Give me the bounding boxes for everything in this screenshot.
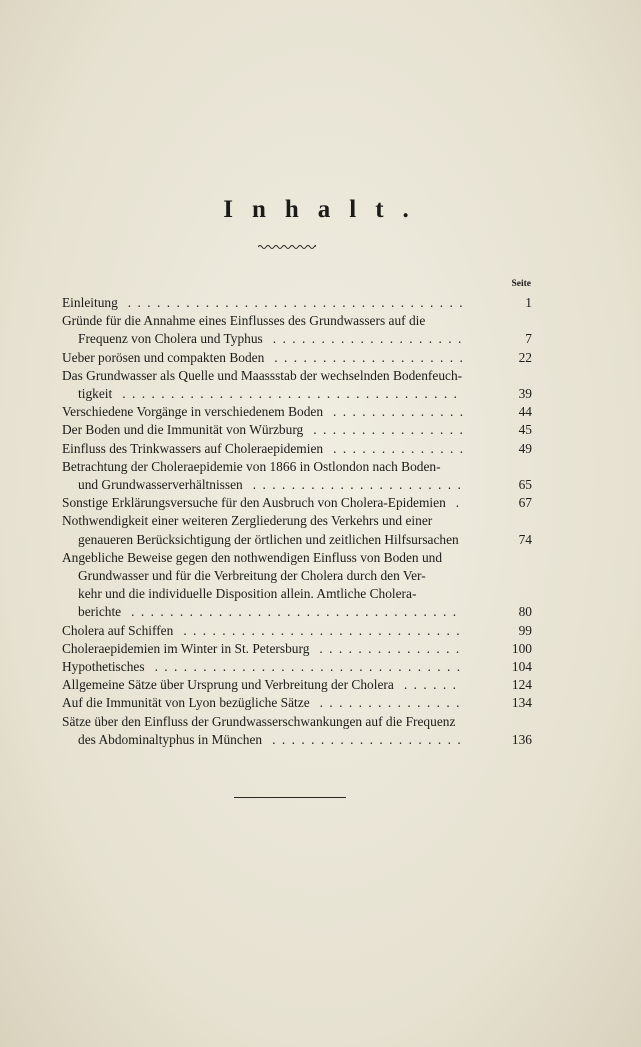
toc-entry-text <box>62 640 532 658</box>
toc-page-number: 136 <box>511 731 532 747</box>
toc-page-number: 45 <box>518 422 532 438</box>
dot-leader: . <box>455 495 466 511</box>
toc-entry-line: Allgemeine Sätze über Ursprung und Verbreitung der Cholera <box>62 677 394 693</box>
toc-page-number: 44 <box>518 404 532 420</box>
toc-entry-line: Hypothetisches <box>62 659 145 675</box>
toc-entry-text <box>62 622 532 640</box>
toc-page-number: 49 <box>518 440 532 456</box>
toc-page-number: 1 <box>525 295 532 310</box>
toc-entry <box>62 713 532 749</box>
dot-leader: .............. <box>333 404 470 420</box>
toc-entry-text <box>62 585 532 603</box>
toc-entry-line: Verschiedene Vorgänge in verschiedenem Boden <box>62 404 324 420</box>
page-title: Inhalt. <box>223 196 428 223</box>
toc-entry-line: Choleraepidemien im Winter in St. Petersburg <box>62 640 310 656</box>
toc-entry <box>62 622 532 640</box>
toc-entry-line: und Grundwasserverhältnissen <box>78 477 243 493</box>
toc-page-number: 80 <box>518 604 532 620</box>
toc-entry <box>62 440 532 458</box>
dot-leader: ............... <box>319 695 466 711</box>
toc-entry-text <box>62 713 532 731</box>
toc-entry-line: Einleitung <box>62 295 118 310</box>
decorative-wavy-rule <box>258 244 316 250</box>
toc-entry-line: Nothwendigkeit einer weiteren Zergliederung des Verkehrs und einer <box>62 513 433 529</box>
dot-leader: .................... <box>272 731 468 747</box>
toc-entry-line: des Abdominaltyphus in München <box>78 731 263 747</box>
toc-entry <box>62 294 532 312</box>
toc-entry <box>62 421 532 439</box>
toc-entry-text <box>62 476 532 494</box>
toc-page-number: 39 <box>518 386 532 402</box>
toc-entry-text <box>62 421 532 439</box>
toc-entry-text <box>62 603 532 621</box>
toc-entry-line: Sonstige Erklärungsversuche für den Ausbruch von Cholera-Epidemien <box>62 495 446 511</box>
toc-page-number: 7 <box>525 331 532 347</box>
table-of-contents <box>62 294 532 749</box>
toc-entry-line: Ueber porösen und compakten Boden <box>62 349 265 365</box>
toc-entry <box>62 512 532 548</box>
toc-entry <box>62 658 532 676</box>
toc-entry-line: Grundwasser und für die Verbreitung der Cholera durch den Ver- <box>78 568 426 584</box>
dot-leader: ................................... <box>127 295 469 310</box>
page-column-header: Seite <box>511 279 531 289</box>
toc-entry-line: Betrachtung der Choleraepidemie von 1866 in Ostlondon nach Boden- <box>62 458 441 474</box>
toc-entry-text <box>62 567 532 585</box>
toc-entry-line: berichte <box>78 604 122 620</box>
toc-page-number: 104 <box>511 659 532 675</box>
dot-leader: ................................... <box>122 386 464 402</box>
toc-entry <box>62 312 532 348</box>
toc-page-number: 67 <box>518 495 532 511</box>
toc-entry-text <box>62 349 532 367</box>
toc-entry-line: Auf die Immunität von Lyon bezügliche Sätze <box>62 695 310 711</box>
dot-leader: .................... <box>272 331 468 347</box>
dot-leader: ................................ <box>154 659 467 675</box>
toc-page-number: 100 <box>511 640 532 656</box>
toc-entry-line: Angebliche Beweise gegen den nothwendigen Einfluss von Boden und <box>62 549 443 565</box>
toc-entry-text <box>62 330 532 348</box>
toc-entry-line: Der Boden und die Immunität von Würzburg <box>62 422 304 438</box>
toc-entry-text <box>62 494 532 512</box>
toc-entry <box>62 549 532 622</box>
toc-entry-text <box>62 512 532 530</box>
toc-entry-text <box>62 403 532 421</box>
toc-entry-line: kehr und die individuelle Disposition allein. Amtliche Cholera- <box>78 586 417 602</box>
toc-entry <box>62 640 532 658</box>
toc-entry-line: Cholera auf Schiffen <box>62 622 174 638</box>
toc-entry-line: Gründe für die Annahme eines Einflusses des Grundwassers auf die <box>62 313 426 329</box>
toc-entry-line: Sätze über den Einfluss der Grundwasserschwankungen auf die Frequenz <box>62 713 456 729</box>
toc-entry-line: tigkeit <box>78 386 113 402</box>
toc-page-number: 134 <box>511 695 532 711</box>
dot-leader: ................ <box>313 422 470 438</box>
dot-leader: .................................. <box>131 604 463 620</box>
toc-entry-text <box>62 549 532 567</box>
toc-entry <box>62 349 532 367</box>
toc-entry-text <box>62 385 532 403</box>
dot-leader: ...................... <box>252 477 468 493</box>
toc-page-number: 124 <box>511 677 532 693</box>
toc-entry-line: Frequenz von Cholera und Typhus <box>78 331 263 347</box>
toc-entry-text <box>62 294 532 312</box>
toc-entry-text <box>62 458 532 476</box>
toc-page-number: 65 <box>518 477 532 493</box>
toc-entry <box>62 458 532 494</box>
toc-entry-text <box>62 658 532 676</box>
toc-entry-line: genaueren Berücksichtigung der örtlichen und zeitlichen Hilfsursachen <box>78 531 459 547</box>
toc-page-number: 99 <box>518 622 532 638</box>
toc-entry-text <box>62 731 532 749</box>
toc-entry-text <box>62 440 532 458</box>
toc-entry <box>62 694 532 712</box>
toc-entry-text <box>62 676 532 694</box>
toc-entry-text <box>62 531 532 549</box>
toc-entry-text <box>62 367 532 385</box>
toc-page-number: 74 <box>518 531 532 547</box>
toc-page-number: 22 <box>518 349 532 365</box>
toc-entry <box>62 367 532 403</box>
toc-entry-text <box>62 694 532 712</box>
bottom-divider <box>234 797 346 798</box>
toc-entry <box>62 494 532 512</box>
toc-entry-line: Einfluss des Trinkwassers auf Choleraepidemien <box>62 440 324 456</box>
toc-entry-text <box>62 312 532 330</box>
dot-leader <box>459 532 469 547</box>
toc-entry-line: Das Grundwasser als Quelle und Maassstab der wechselnden Bodenfeuch- <box>62 367 463 383</box>
toc-entry <box>62 403 532 421</box>
dot-leader: .................... <box>274 349 470 365</box>
dot-leader: .............. <box>333 440 470 456</box>
dot-leader: ...... <box>403 677 463 693</box>
dot-leader: ............................. <box>183 622 466 638</box>
dot-leader: ............... <box>319 640 466 656</box>
toc-entry <box>62 676 532 694</box>
